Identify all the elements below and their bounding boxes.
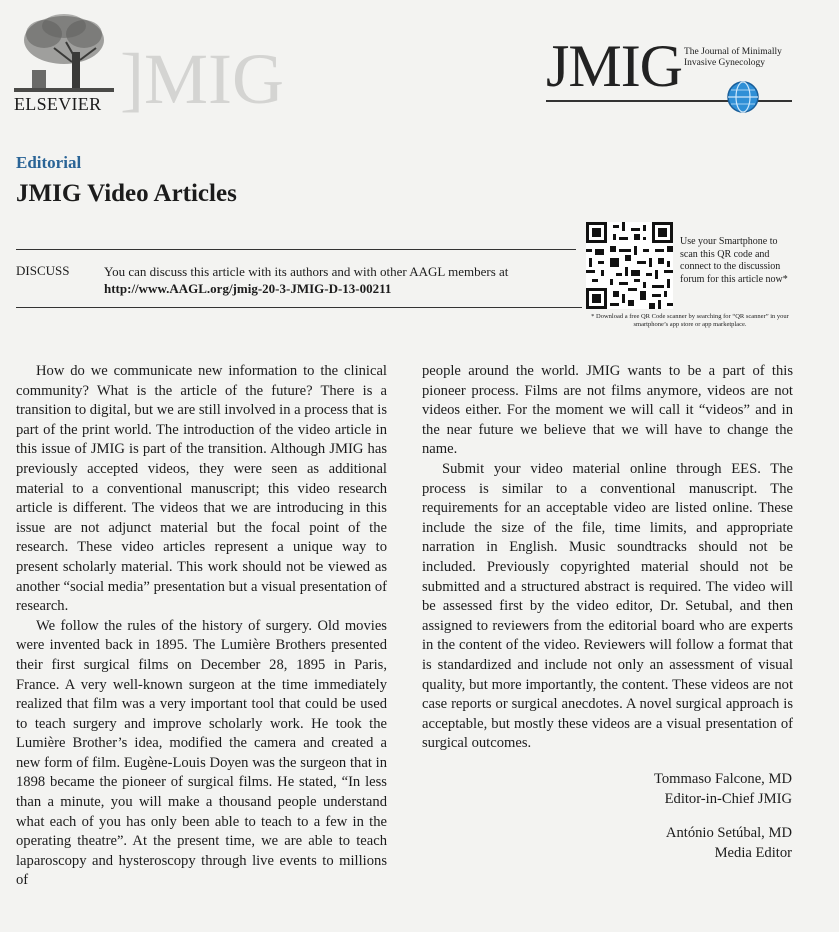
discuss-text: You can discuss this article with its authors and with other AAGL members at: [104, 264, 509, 279]
signature-falcone: [654, 770, 792, 809]
journal-full-name: The Journal of Minimally Invasive Gynecology: [684, 47, 782, 68]
discuss-box: [104, 263, 574, 297]
section-label: Editorial: [16, 153, 82, 172]
paragraph: people around the world. JMIG wants to be a part of this pioneer process. Films are not films anymore, videos are not videos either. For the moment we will call it “videos” and in the near future we believe that we will have to change the name.: [422, 363, 793, 458]
paragraph: Submit your video material online through EES. The process is similar to a conventional manuscript. The requirements for an acceptable video are listed online. These include the size of the file, time limits, and appropriate narration in English. Music soundtracks should not be included. Previously copyrighted material should not be submitted and a structured abstract is required. The video will be assessed first by the video editor, Dr. Setubal, and then assigned to reviewers from the editorial board who are experts in the content of the video. Reviewers will follow a format that is standardized and include not only an assessment of visual quality, but more importantly, the content. These videos are not case reports or surgical anecdotes. A novel surgical approach is acceptable, but mostly these videos are a visual presentation of surgical outcomes.: [422, 460, 793, 752]
elsevier-tree-logo: [14, 12, 114, 96]
ghost-mirror-logo: ]MIG: [120, 39, 284, 119]
discuss-bottom-rule: [16, 307, 582, 308]
author-role: Media Editor: [714, 844, 792, 861]
paragraph: We follow the rules of the history of surgery. Old movies were invented back in 1895. The Lumière Brothers presented their first surgical films on December 28, 1895 in Paris, France. A very well-known surgeon at the time immediately realized that film was a very important tool that could be used to teach surgery and improve scholarly work. He took the Lumière Brother’s idea, modified the camera and created a new form of film. Eugène-Louis Doyen was the surgeon that in 1898 became the pioneer of surgical films. He stated, “In less than a minute, you will make a thousand people understand what each of you has only been able to teach to a few in the operating theatre”. At the present time, we are able to teach laparoscopy and hysteroscopy through live events to millions of: [16, 617, 387, 889]
publisher-name: ELSEVIER: [14, 94, 102, 114]
body-column-left: [16, 362, 387, 891]
article-title: JMIG Video Articles: [16, 180, 237, 207]
signature-setubal: [666, 824, 792, 863]
body-column-right: [422, 362, 793, 754]
qr-instructions: Use your Smartphone to scan this QR code and connect to the discussion forum for this article now*: [680, 236, 788, 285]
paragraph: How do we communicate new information to the clinical community? What is the article of the future? There is a transition to digital, but we are still involved in a process that is part of the print world. The introduction of the video article in this issue of JMIG is part of the transition. Although JMIG has previously accepted videos, they were seen as additional material to a conventional manuscript; this video research article is different. The videos that we are introducing in this issue are not adjunct material but the focal point of the research. These video articles represent a unique way to present scholarly material. This work should not be viewed as another “social media” presentation but a visual presentation of research.: [16, 363, 387, 615]
qr-footnote: * Download a free QR Code scanner by searching for “QR scanner” in your smartphone’s app store or app marketplace.: [591, 313, 789, 328]
discuss-label: DISCUSS: [16, 263, 70, 278]
journal-abbrev: JMIG: [546, 33, 683, 99]
author-name: Tommaso Falcone, MD: [653, 771, 792, 787]
globe-icon: [726, 80, 760, 114]
qr-code[interactable]: [586, 222, 673, 309]
discuss-top-rule: [16, 249, 576, 250]
author-name: António Setúbal, MD: [665, 825, 792, 841]
journal-logo: [546, 33, 792, 108]
discussion-link[interactable]: http://www.AAGL.org/jmig-20-3-JMIG-D-13-00211: [104, 281, 392, 296]
author-role: Editor-in-Chief JMIG: [664, 790, 792, 807]
